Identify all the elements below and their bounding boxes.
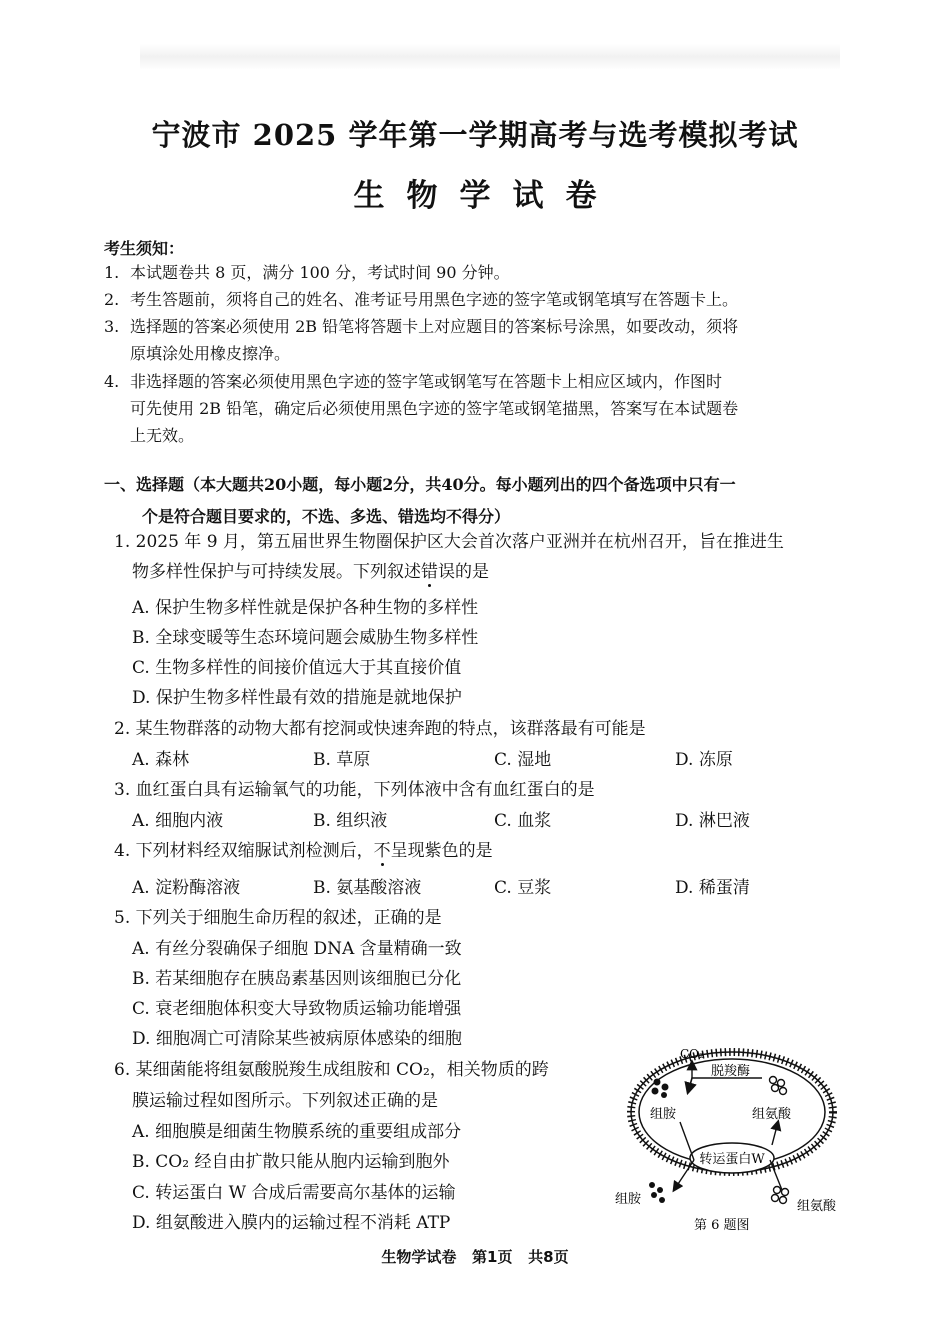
- option-d: D. 冻原: [675, 750, 733, 770]
- option-a: A. 细胞内液: [132, 811, 224, 831]
- option-c: C. 豆浆: [494, 878, 552, 898]
- histidine-outside-label: 组氨酸: [797, 1199, 837, 1214]
- option-c: C. 湿地: [494, 750, 552, 770]
- histidine-uptake-arrow: [772, 1122, 778, 1145]
- histamine-exit-line: [680, 1122, 694, 1160]
- question-1-stem-continued: [132, 557, 489, 587]
- note-text-continued: 原填涂处用橡皮擦净。: [130, 344, 291, 363]
- option-b: B. 组织液: [313, 811, 388, 831]
- option-a: A. 有丝分裂确保子细胞 DNA 含量精确一致: [132, 939, 462, 959]
- option-a: A. 细胞膜是细菌生物膜系统的重要组成部分: [132, 1122, 462, 1142]
- histamine-inside-label: 组胺: [650, 1107, 677, 1122]
- scan-top-band: [140, 44, 840, 70]
- option-b: B. 草原: [313, 750, 371, 770]
- stem-text: 物多样性保护与可持续发展。下列叙述: [132, 562, 421, 582]
- option-b: B. CO₂ 经自由扩散只能从胞内运输到胞外: [132, 1152, 450, 1172]
- option-b: B. 全球变暖等生态环境问题会威胁生物多样性: [132, 628, 479, 648]
- notes-heading: 考生须知：: [104, 239, 185, 258]
- page-footer: 生物学试卷 第1页 共8页: [381, 1248, 569, 1266]
- section-heading-line: 一、选择题（本大题共20小题，每小题2分，共40分。每小题列出的四个备选项中只有一: [104, 475, 736, 494]
- histamine-outside-dots: [649, 1182, 665, 1203]
- note-number: 2.: [104, 290, 120, 309]
- note-text: 选择题的答案必须使用 2B 铅笔将答题卡上对应题目的答案标号涂黑，如要改动，须将: [130, 317, 739, 336]
- question-2-stem: 2. 某生物群落的动物大都有挖洞或快速奔跑的特点，该群落最有可能是: [114, 719, 646, 739]
- question-6-figure: [612, 1040, 852, 1240]
- histidine-outside-circles: [772, 1187, 789, 1204]
- option-d: D. 淋巴液: [675, 811, 750, 831]
- emphasis-char: 错: [421, 562, 438, 582]
- option-d: D. 组氨酸进入膜内的运输过程不消耗 ATP: [132, 1213, 451, 1233]
- note-text-continued: 上无效。: [130, 426, 195, 445]
- option-c: C. 血浆: [494, 811, 552, 831]
- histamine-inside-dots: [652, 1079, 669, 1099]
- option-d: D. 保护生物多样性最有效的措施是就地保护: [132, 688, 462, 708]
- option-c: C. 转运蛋白 W 合成后需要高尔基体的运输: [132, 1183, 456, 1203]
- option-c: C. 生物多样性的间接价值远大于其直接价值: [132, 658, 462, 678]
- option-d: D. 稀蛋清: [675, 878, 750, 898]
- exam-subtitle: 生物学试卷: [353, 178, 619, 214]
- emphasis-char: 误: [438, 562, 455, 582]
- option-b: B. 氨基酸溶液: [313, 878, 422, 898]
- option-d: D. 细胞凋亡可清除某些被病原体感染的细胞: [132, 1029, 462, 1049]
- histidine-inside-label: 组氨酸: [752, 1107, 792, 1122]
- question-4-stem: [114, 836, 493, 866]
- transporter-label: 转运蛋白W: [699, 1152, 765, 1167]
- enzyme-label: 脱羧酶: [711, 1064, 751, 1079]
- option-a: A. 保护生物多样性就是保护各种生物的多样性: [132, 598, 479, 618]
- histamine-outside-label: 组胺: [615, 1192, 642, 1207]
- note-text: 非选择题的答案必须使用黑色字迹的签字笔或钢笔写在答题卡上相应区域内，作图时: [130, 372, 723, 391]
- stem-text: 4. 下列材料经双缩脲试剂检测后，: [114, 841, 374, 861]
- histidine-inside-circles: [770, 1077, 787, 1095]
- option-b: B. 若某细胞存在胰岛素基因则该细胞已分化: [132, 969, 462, 989]
- section-heading-line: 个是符合题目要求的，不选、多选、错选均不得分）: [142, 507, 511, 526]
- figure-caption: 第 6 题图: [694, 1218, 750, 1233]
- exam-title: 宁波市 2025 学年第一学期高考与选考模拟考试: [151, 118, 799, 152]
- question-6-stem: 6. 某细菌能将组氨酸脱羧生成组胺和 CO₂，相关物质的跨: [114, 1060, 549, 1080]
- note-number: 1.: [104, 263, 120, 282]
- option-c: C. 衰老细胞体积变大导致物质运输功能增强: [132, 999, 462, 1019]
- emphasis-char: 不: [373, 841, 391, 861]
- stem-text: 呈现紫色的是: [390, 841, 493, 861]
- question-1-stem: 1. 2025 年 9 月，第五届世界生物圈保护区大会首次落户亚洲并在杭州召开，旨在推进生: [114, 532, 784, 552]
- decarboxylation-arrow: [688, 1078, 762, 1092]
- note-text: 考生答题前，须将自己的姓名、准考证号用黑色字迹的签字笔或钢笔填写在答题卡上。: [130, 290, 739, 309]
- note-text: 本试题卷共 8 页，满分 100 分，考试时间 90 分钟。: [130, 263, 510, 282]
- option-a: A. 森林: [132, 750, 190, 770]
- question-5-stem: 5. 下列关于细胞生命历程的叙述，正确的是: [114, 908, 442, 928]
- question-6-stem-continued: 膜运输过程如图所示。下列叙述正确的是: [132, 1091, 438, 1111]
- membrane-transport-diagram: [612, 1040, 852, 1240]
- co2-label: CO₂: [680, 1047, 704, 1061]
- note-text-continued: 可先使用 2B 铅笔，确定后必须使用黑色字迹的签字笔或钢笔描黑，答案写在本试题卷: [130, 399, 739, 418]
- option-a: A. 淀粉酶溶液: [132, 878, 241, 898]
- note-number: 4.: [104, 372, 120, 391]
- stem-text: 的是: [455, 562, 489, 582]
- question-3-stem: 3. 血红蛋白具有运输氧气的功能，下列体液中含有血红蛋白的是: [114, 780, 595, 800]
- note-number: 3.: [104, 317, 120, 336]
